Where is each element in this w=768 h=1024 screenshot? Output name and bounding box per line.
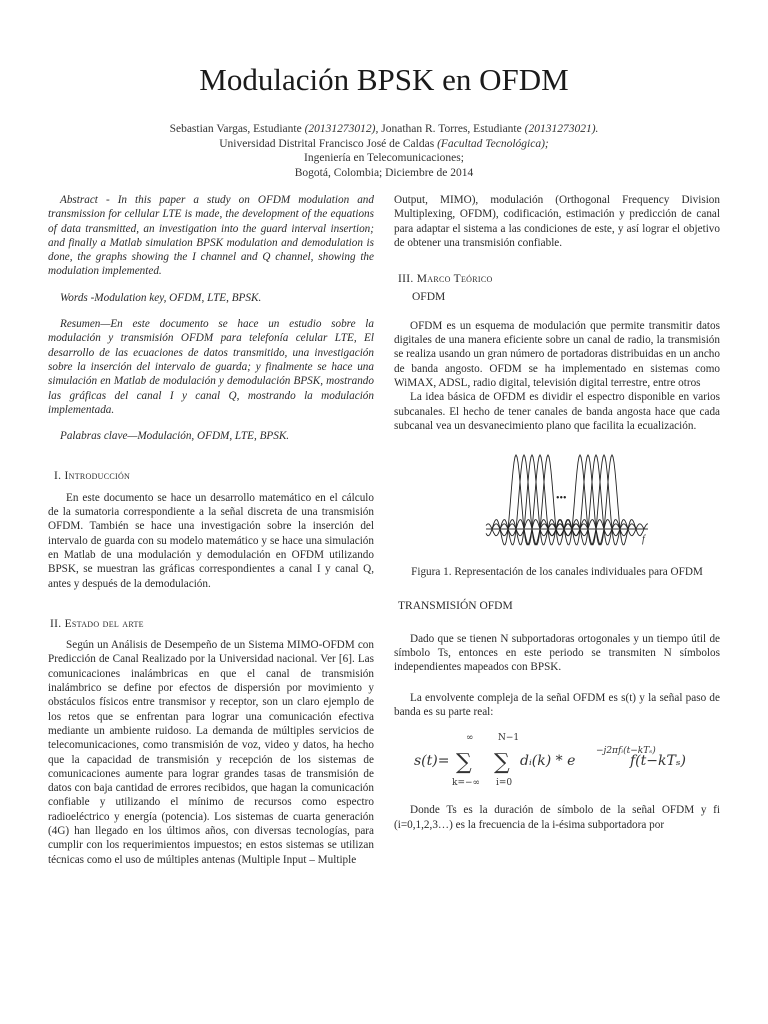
ofdm-equation	[394, 729, 720, 793]
sum-1-sigma: ∑	[456, 750, 472, 776]
palabras-clave: Palabras clave—Modulación, OFDM, LTE, BPSK.	[60, 430, 290, 443]
section-3-number: III.	[398, 273, 417, 286]
section-1-text: En este documento se hace un desarrollo matemático en el cálculo de la sumatoria correspondiente a la señal discreta de una transmisión OFDM. También se hace una investigación sobre la inserción del intervalo de guarda con su modelo matemático y se hace una simulación en Matlab de una modulación y demodulación en OFDM utilizando BPSK, se muestran las gráficas correspondientes a canal I y canal Q, antes y después de la demodulación.	[48, 491, 374, 590]
author-2: Jonathan R. Torres, Estudiante	[378, 123, 525, 135]
subsection-ofdm: OFDM	[412, 291, 446, 304]
subcarrier-curve	[486, 455, 564, 545]
sum-1-lower: k=−∞	[452, 778, 481, 789]
ellipsis-mark: •••	[556, 493, 567, 505]
sum-1-upper: ∞	[466, 733, 474, 744]
ofdm-subcarrier-figure	[482, 445, 652, 557]
equation-lhs: s(t)=	[414, 753, 450, 770]
subcarrier-curve	[572, 455, 648, 545]
section-1-number: I.	[54, 470, 65, 483]
author-block	[40, 122, 728, 180]
sum-2-upper: N−1	[498, 733, 520, 744]
section-1-title: Introducción	[64, 470, 131, 483]
section-2-number: II.	[50, 617, 65, 630]
section-2-title: Estado del arte	[64, 617, 144, 630]
ofdm-paragraph-1: OFDM es un esquema de modulación que permite transmitir datos digitales de una manera eficiente sobre un canal de radio, la transmisión se realiza usando un gran número de portadoras distribuidas en un ancho de banda angosto. OFDM se ha implementado en sistemas como WiMAX, ADSL, radio digital, televisión digital terrestre, entre otros	[394, 319, 720, 389]
transmision-paragraph-3: Donde Ts es la duración de símbolo de la señal OFDM y fi (i=0,1,2,3…) es la frecuencia de la i-ésima subportadora por	[394, 804, 720, 831]
abstract-en: Abstract - In this paper a study on OFDM modulation and transmission for cellular LTE is made, the development of the equations of data transmitted, an investigation into the guard interval insertion; and finally a Matlab simulation BPSK modulation and demodulation is done, the graphs showing the I channel and Q channel, showing the modulation implemented.	[48, 194, 374, 278]
paper-title: Modulación BPSK en OFDM	[199, 62, 569, 97]
section-3-heading	[394, 272, 720, 286]
author-1: Sebastian Vargas, Estudiante	[169, 123, 305, 135]
section-3-title: Marco Teórico	[416, 273, 493, 286]
ofdm-paragraph-2: La idea básica de OFDM es dividir el espectro disponible en varios subcanales. El hecho de tener canales de banda angosta hace que cada subcanal vea un desvanecimiento plano que facilita la ecualización.	[394, 391, 720, 432]
author-2-id: (20131273021).	[524, 123, 599, 135]
section-2-text: Según un Análisis de Desempeño de un Sistema MIMO-OFDM con Predicción de Canal Realizado por la Universidad nacional. Ver [6]. Las comunicaciones inalámbricas en que el canal de transmisión inalámbrico se define por efectos de dispersión por movimiento y obstáculos físicos entre transmisor y receptor, son un claro ejemplo de los retos que se enfrentan para lograr una comunicación efectiva mediante un ambiente ruidoso. La demanda de múltiples servicios de telecomunicaciones, como transmisión de voz, video y datos, ha hecho que la capacidad de transmisión y recepción de los sistemas de comunicaciones aumente para lograr grandes tasas de transmisión de datos con baja cantidad de errores recibidos, que hagan la comunicación confiable y utilizando el mínimo de recursos como espectro radioeléctrico y energía (potencia). Los sistemas de cuarta generación (4G) han llegado en los últimos años, con diversas tecnologías, para cumplir con los requerimientos impuestos; en estos sistemas se utilizan técnicas como el uso de múltiples antenas (Multiple Input – Multiple	[48, 639, 374, 866]
author-line-2	[40, 137, 728, 152]
transmision-paragraph-1: Dado que se tienen N subportadoras ortogonales y un tiempo útil de símbolo Ts, entonces en este periodo se transmiten N símbolos independientes mapeados con BPSK.	[394, 632, 720, 674]
equation-tail: f(t−kTₛ)	[630, 753, 686, 770]
subcarrier-waves	[486, 455, 648, 545]
right-column	[394, 193, 720, 832]
author-line-1	[40, 122, 728, 137]
equation-exponent: −j2πfᵢ(t−kTₛ)	[596, 746, 656, 757]
keywords-en: Words -Modulation key, OFDM, LTE, BPSK.	[60, 291, 262, 304]
subsection-transmision: TRANSMISIÓN OFDM	[398, 600, 513, 613]
section-1-heading	[48, 469, 374, 483]
frequency-axis-label: f	[642, 534, 645, 546]
university: Universidad Distrital Francisco José de Caldas	[219, 137, 438, 150]
left-column	[48, 193, 374, 867]
resumen-es: Resumen—En este documento se hace un estudio sobre la modulación y transmisión OFDM para telefonía celular LTE, El desarrollo de las ecuaciones de datos transmitido, una investigación sobre la inserción del intervalo de guarda; y finalmente se hace una simulación en Matlab de modulación y demodulación BPSK, mostrando las gráficas del canal I y canal Q, mostrando la modulación implementada.	[48, 318, 374, 416]
transmision-paragraph-2: La envolvente compleja de la señal OFDM es s(t) y la señal paso de banda es su parte real:	[394, 691, 720, 718]
author-1-id: (20131273012),	[304, 123, 379, 135]
section-2-continuation: Output, MIMO), modulación (Orthogonal Frequency Division Multiplexing, OFDM), codificación, estimación y predicción de canal para adaptar el sistema a las condiciones de este, y así lograr el objetivo de obtener una transmisión confiable.	[394, 194, 720, 249]
author-line-3: Ingeniería en Telecomunicaciones;	[304, 152, 464, 164]
author-line-4: Bogotá, Colombia; Diciembre de 2014	[294, 166, 474, 179]
figure-1-caption: Figura 1. Representación de los canales individuales para OFDM	[411, 566, 703, 579]
equation-term: dᵢ(k) * e	[520, 753, 576, 770]
sum-2-sigma: ∑	[494, 750, 510, 776]
sum-2-lower: i=0	[496, 778, 513, 789]
faculty: (Facultad Tecnológica);	[437, 137, 549, 150]
section-2-heading	[48, 617, 374, 631]
